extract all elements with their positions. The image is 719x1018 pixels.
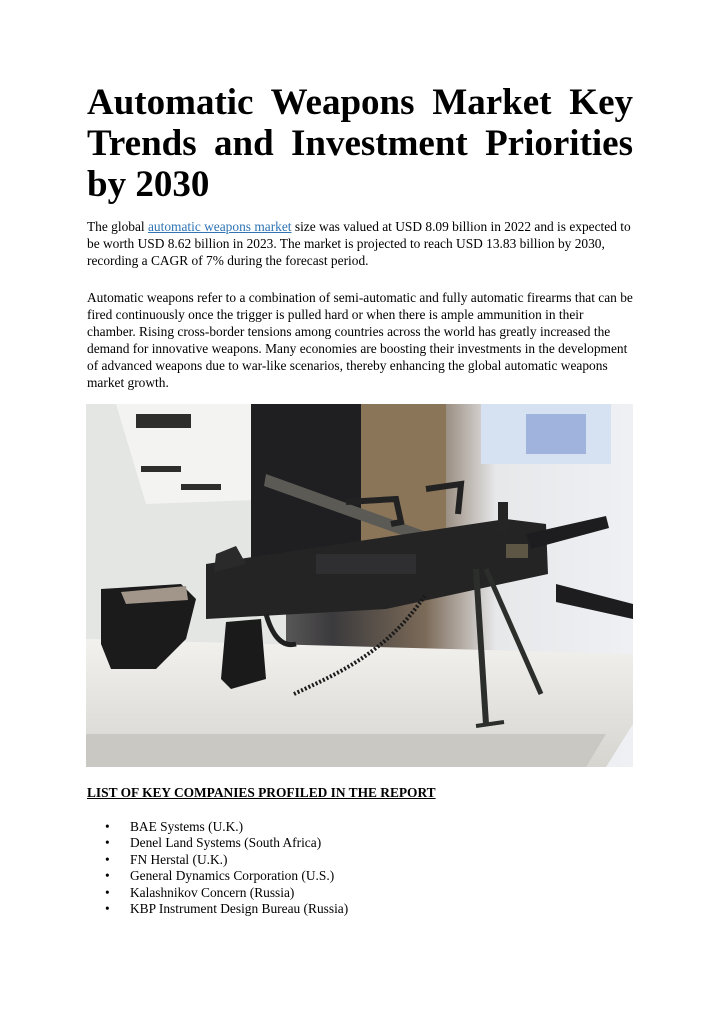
intro-paragraph [87, 218, 633, 269]
company-name: KBP Instrument Design Bureau (Russia) [130, 901, 349, 917]
intro-text-start: The global [87, 219, 148, 234]
bullet-icon: • [105, 835, 110, 851]
bullet-icon: • [105, 868, 110, 884]
company-name: Kalashnikov Concern (Russia) [130, 884, 295, 900]
description-paragraph: Automatic weapons refer to a combination of semi-automatic and fully automatic firearms that can be fired continuously once the trigger is pulled hard or when there is ample ammunition in their chamber. Rising cross-border tensions among countries across the world has greatly increased the demand for innovative weapons. Many economies are boosting their investments in the development of advanced weapons due to war-like scenarios, thereby enhancing the global automatic weapons market growth. [87, 290, 633, 390]
company-name: Denel Land Systems (South Africa) [130, 835, 322, 851]
companies-heading: LIST OF KEY COMPANIES PROFILED IN THE REPORT [87, 785, 436, 800]
weapon-photo [86, 404, 633, 767]
list-item [87, 819, 348, 835]
intro-text-end: size was valued at USD 8.09 billion in 2022 and is expected to be worth USD 8.62 billion in 2023. The market is projected to reach USD 13.83 billion by 2030, recording a CAGR of 7% during the forecast period. [87, 219, 631, 268]
list-item [87, 835, 348, 851]
list-item [87, 901, 348, 917]
page-title: Automatic Weapons Market Key Trends and Investment Priorities by 2030 [87, 82, 633, 205]
bullet-icon: • [105, 819, 110, 834]
company-name: General Dynamics Corporation (U.S.) [130, 868, 335, 884]
list-item [87, 852, 348, 868]
market-report-link[interactable]: automatic weapons market [147, 219, 292, 234]
list-item [87, 868, 348, 884]
company-name: FN Herstal (U.K.) [130, 851, 228, 867]
company-name: BAE Systems (U.K.) [130, 819, 244, 834]
bullet-icon: • [105, 851, 110, 867]
bullet-icon: • [105, 884, 110, 900]
list-item [87, 885, 348, 901]
bullet-icon: • [105, 901, 110, 917]
companies-list [87, 819, 348, 917]
